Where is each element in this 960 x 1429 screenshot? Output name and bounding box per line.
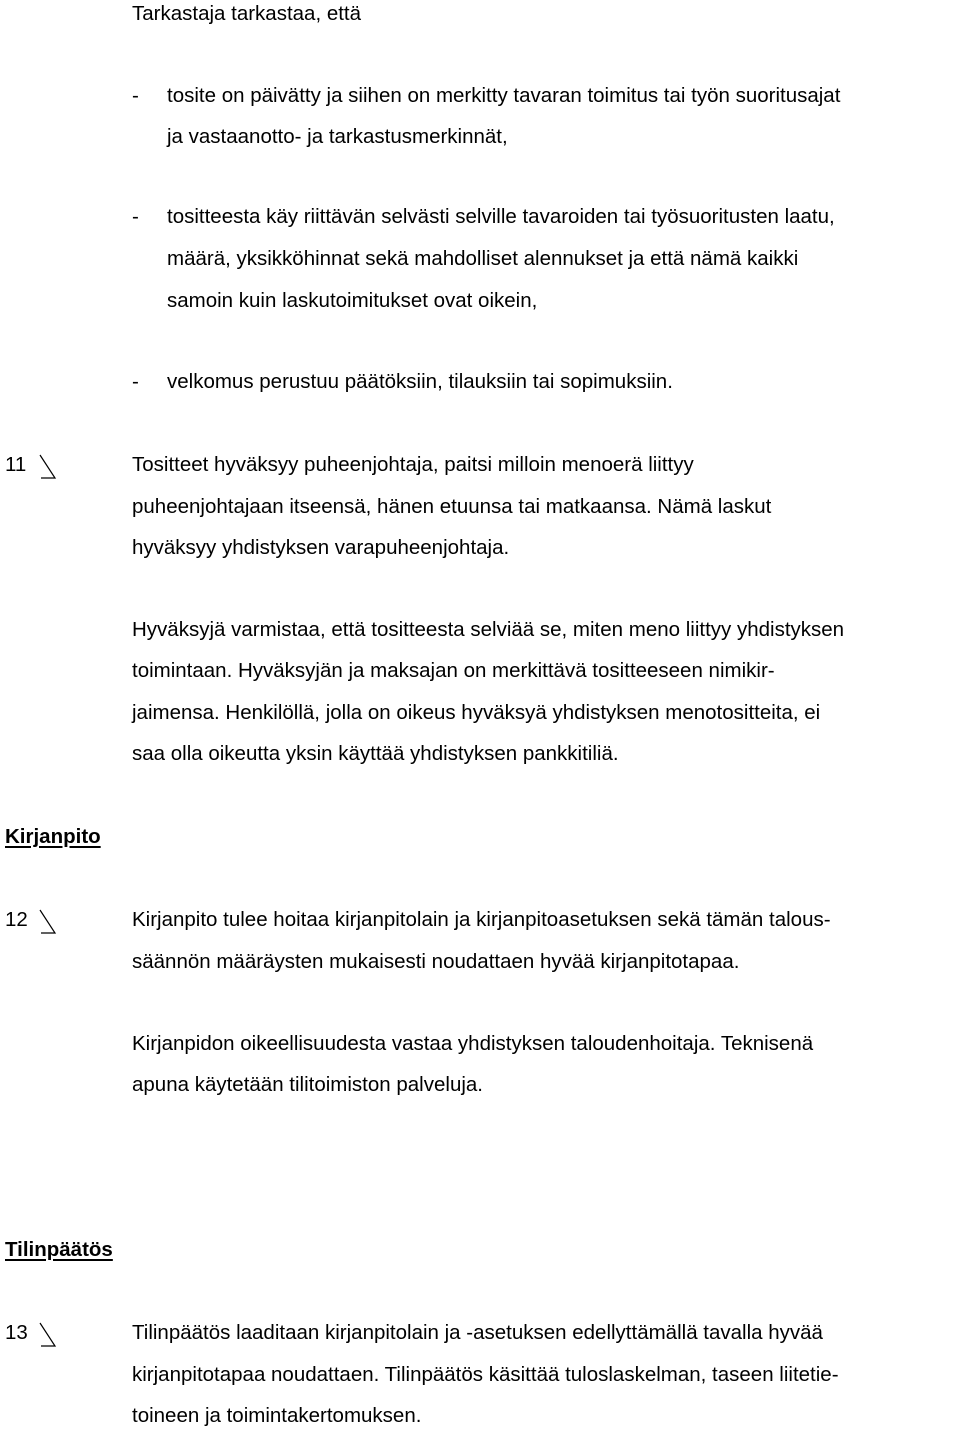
section-mark-icon [38,454,58,480]
section-mark-icon [38,1322,58,1348]
paragraph-line: apuna käytetään tilitoimiston palveluja. [132,1073,483,1096]
paragraph-line: Tositteet hyväksyy puheenjohtaja, paitsi milloin menoerä liittyy [132,453,694,476]
section-number: 13 [5,1321,28,1344]
paragraph-line: toineen ja toimintakertomuksen. [132,1404,422,1427]
paragraph-line: säännön määräysten mukaisesti noudattaen hyvää kirjanpitotapaa. [132,950,740,973]
section-heading: Kirjanpito [5,825,101,848]
paragraph-line: jaimensa. Henkilöllä, jolla on oikeus hyväksyä yhdistyksen menotositteita, ei [132,701,821,724]
bullet-line: velkomus perustuu päätöksiin, tilauksiin tai sopimuksiin. [167,370,673,393]
paragraph-line: Kirjanpidon oikeellisuudesta vastaa yhdistyksen taloudenhoitaja. Teknisenä [132,1032,814,1055]
paragraph-line: hyväksyy yhdistyksen varapuheenjohtaja. [132,536,510,559]
bullet-dash: - [132,205,139,228]
paragraph-line: Kirjanpito tulee hoitaa kirjanpitolain ja kirjanpitoasetuksen sekä tämän talous- [132,908,831,931]
bullet-line: tosite on päivätty ja siihen on merkitty tavaran toimitus tai työn suoritusajat [167,84,841,107]
paragraph-line: Hyväksyjä varmistaa, että tositteesta selviää se, miten meno liittyy yhdistyksen [132,618,845,641]
bullet-line: määrä, yksikköhinnat sekä mahdolliset alennukset ja että nämä kaikki [167,247,799,270]
paragraph-line: Tilinpäätös laaditaan kirjanpitolain ja -asetuksen edellyttämällä tavalla hyvää [132,1321,823,1344]
section-heading: Tilinpäätös [5,1238,113,1261]
bullet-line: tositteesta käy riittävän selvästi selville tavaroiden tai työsuoritusten laatu, [167,205,835,228]
paragraph-line: toimintaan. Hyväksyjän ja maksajan on merkittävä tositteeseen nimikir- [132,659,775,682]
paragraph-line: saa olla oikeutta yksin käyttää yhdistyksen pankkitiliä. [132,742,619,765]
paragraph-line: puheenjohtajaan itseensä, hänen etuunsa tai matkaansa. Nämä laskut [132,495,772,518]
bullet-dash: - [132,84,139,107]
section-mark-icon [38,909,58,935]
bullet-line: ja vastaanotto- ja tarkastusmerkinnät, [167,125,508,148]
bullet-dash: - [132,370,139,393]
bullet-line: samoin kuin laskutoimitukset ovat oikein, [167,289,538,312]
section-number: 11 [5,453,27,476]
paragraph-line: kirjanpitotapaa noudattaen. Tilinpäätös käsittää tuloslaskelman, taseen liitetie- [132,1363,839,1386]
section-number: 12 [5,908,28,931]
intro-text: Tarkastaja tarkastaa, että [132,2,362,25]
